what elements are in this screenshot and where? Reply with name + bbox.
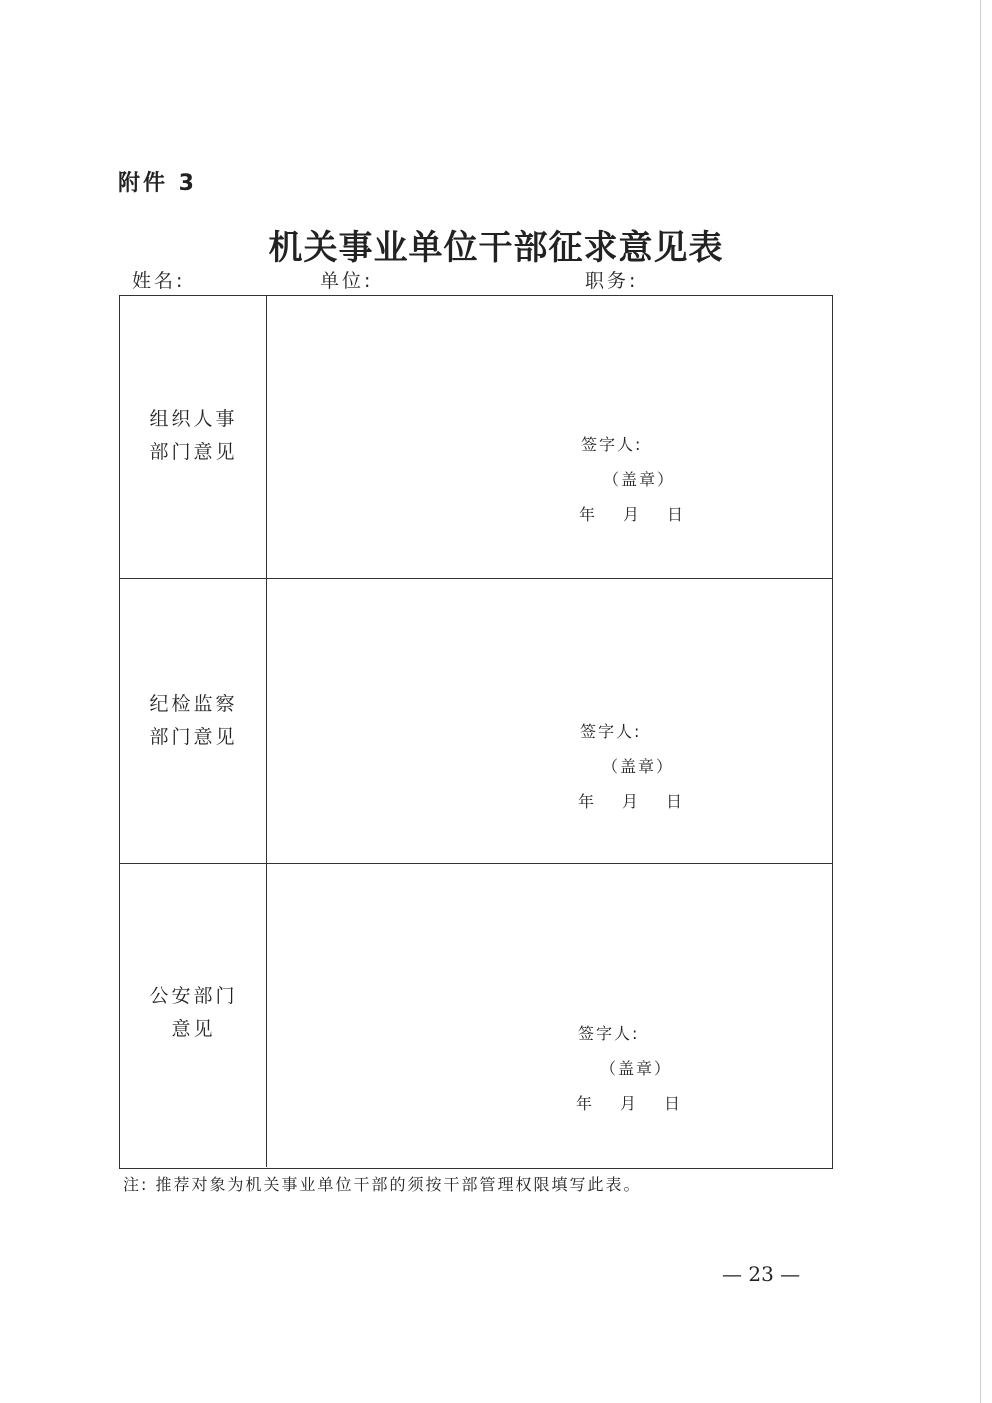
- page-edge-line: [980, 0, 981, 1403]
- month-label: 月: [623, 505, 642, 524]
- year-label: 年: [576, 1094, 595, 1113]
- signer-label: 签字人:: [581, 435, 643, 454]
- table-row-discipline: [120, 579, 832, 864]
- row-label-text: 纪检监察 部门意见: [149, 693, 238, 748]
- opinion-content-cell[interactable]: [267, 864, 832, 1167]
- name-field-label: 姓名:: [132, 270, 186, 292]
- unit-field-label: 单位:: [320, 270, 374, 292]
- signer-label: 签字人:: [578, 1024, 640, 1043]
- year-label: 年: [579, 505, 598, 524]
- opinion-form-table: [119, 295, 833, 1169]
- table-row-public-security: [120, 864, 832, 1167]
- page-number: — 23 —: [722, 1262, 801, 1286]
- document-title: 机关事业单位干部征求意见表: [268, 228, 724, 268]
- date-line: [576, 1091, 682, 1114]
- row-label-text: 组织人事 部门意见: [149, 408, 238, 463]
- row-label-text: 公安部门 意见: [149, 985, 238, 1040]
- day-label: 日: [666, 792, 685, 811]
- date-line: [578, 789, 684, 812]
- attachment-label: 附件 3: [118, 171, 197, 196]
- row-label-cell: [120, 296, 267, 578]
- duty-field-label: 职务:: [585, 270, 639, 292]
- day-label: 日: [667, 505, 686, 524]
- seal-label: （盖章）: [603, 470, 676, 489]
- seal-label: （盖章）: [602, 757, 675, 776]
- opinion-content-cell[interactable]: [267, 296, 832, 578]
- month-label: 月: [622, 792, 641, 811]
- row-label-cell: [120, 864, 267, 1167]
- signer-label: 签字人:: [580, 722, 642, 741]
- opinion-content-cell[interactable]: [267, 579, 832, 863]
- row-label-cell: [120, 579, 267, 863]
- table-row-org-personnel: [120, 296, 832, 579]
- year-label: 年: [578, 792, 597, 811]
- date-line: [579, 502, 685, 525]
- month-label: 月: [620, 1094, 639, 1113]
- day-label: 日: [664, 1094, 683, 1113]
- footnote: 注: 推荐对象为机关事业单位干部的须按干部管理权限填写此表。: [123, 1175, 642, 1194]
- seal-label: （盖章）: [600, 1059, 673, 1078]
